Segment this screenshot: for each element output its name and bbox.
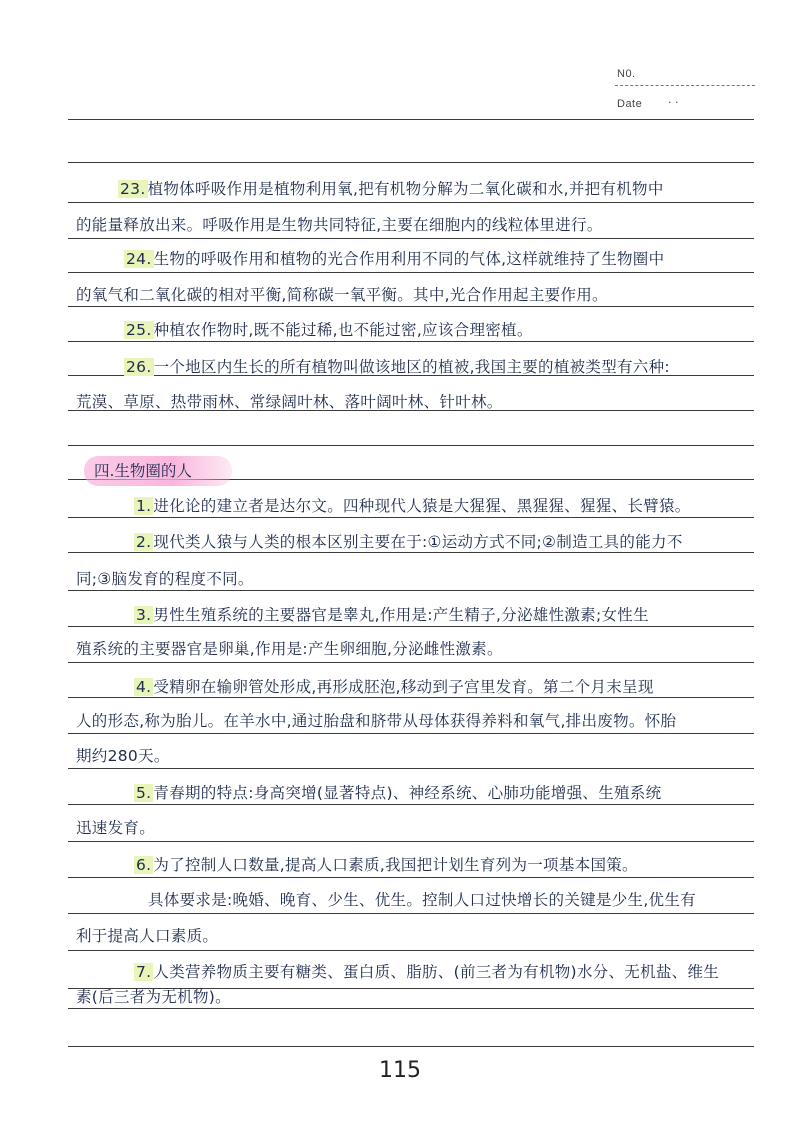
line-text: 具体要求是:晚婚、晚育、少生、优生。控制人口过快增长的关键是少生,优生有 [148, 891, 696, 909]
note-line-23 [118, 174, 664, 204]
note-line-3 [134, 600, 649, 630]
item-number: 5. [136, 784, 152, 802]
page-number: 115 [379, 1058, 421, 1083]
ruled-line [68, 445, 754, 446]
item-number: 23. [120, 180, 146, 198]
line-text: 迅速发育。 [76, 819, 156, 837]
note-line [76, 741, 170, 771]
line-text: 生物的呼吸作用和植物的光合作用利用不同的气体,这样就维持了生物圈中 [153, 250, 665, 268]
item-number: 25. [126, 321, 152, 339]
line-text: 现代类人猿与人类的根本区别主要在于:①运动方式不同;②制造工具的能力不 [153, 533, 683, 551]
note-line [76, 921, 218, 951]
line-text: 一个地区内生长的所有植物叫做该地区的植被,我国主要的植被类型有六种: [153, 358, 670, 376]
note-line-24 [124, 244, 664, 274]
note-line [76, 982, 231, 1012]
ruled-line [68, 1046, 754, 1047]
ruled-line [68, 768, 754, 769]
line-text: 男性生殖系统的主要器官是睾丸,作用是:产生精子,分泌雄性激素;女性生 [153, 606, 649, 624]
note-line [76, 387, 503, 417]
line-text: 受精卵在输卵管处形成,再形成胚泡,移动到子宫里发育。第二个月末呈现 [153, 678, 654, 696]
line-text: 期约280天。 [76, 747, 170, 765]
line-text: 种植农作物时,既不能过稀,也不能过密,应该合理密植。 [153, 321, 533, 339]
line-text: 人的形态,称为胎儿。在羊水中,通过胎盘和脐带从母体获得养料和氧气,排出废物。怀胎 [76, 712, 677, 730]
item-number: 2. [136, 533, 152, 551]
note-line-2 [134, 527, 683, 557]
item-number: 26. [126, 358, 152, 376]
note-line-25 [124, 315, 533, 345]
note-line [76, 706, 676, 736]
item-number: 4. [136, 678, 152, 696]
item-number: 7. [136, 963, 152, 981]
line-text: 为了控制人口数量,提高人口素质,我国把计划生育列为一项基本国策。 [153, 856, 638, 874]
note-line-6 [134, 850, 638, 880]
line-text: 素(后三者为无机物)。 [76, 988, 231, 1006]
line-text: 利于提高人口素质。 [76, 927, 219, 945]
section-title-highlighted: 四.生物圈的人 [84, 456, 232, 486]
note-line [76, 634, 503, 664]
ruled-line [68, 162, 754, 163]
line-text: 青春期的特点:身高突增(显著特点)、神经系统、心肺功能增强、生殖系统 [153, 784, 662, 802]
line-text: 植物体呼吸作用是植物利用氧,把有机物分解为二氧化碳和水,并把有机物中 [147, 180, 664, 198]
date-label: Date [617, 98, 643, 110]
number-label: N0. [617, 68, 636, 80]
number-field-dotted-line [615, 85, 755, 86]
ruled-line [68, 841, 754, 842]
line-text: 进化论的建立者是达尔文。四种现代人猿是大猩猩、黑猩猩、猩猩、长臂猿。 [153, 497, 691, 515]
line-text: 同;③脑发育的程度不同。 [76, 570, 254, 588]
note-line [148, 885, 696, 915]
note-line [76, 564, 254, 594]
note-line [76, 813, 155, 843]
line-text: 荒漠、草原、热带雨林、常绿阔叶林、落叶阔叶林、针叶林。 [76, 393, 503, 411]
item-number: 24. [126, 250, 152, 268]
line-text: 人类营养物质主要有糖类、蛋白质、脂肪、(前三者为有机物)水分、无机盐、维生 [153, 963, 720, 981]
note-line [76, 280, 608, 310]
line-text: 殖系统的主要器官是卵巢,作用是:产生卵细胞,分泌雌性激素。 [76, 640, 503, 658]
note-line-4 [134, 672, 654, 702]
note-line [76, 210, 603, 240]
note-line-26 [124, 352, 670, 382]
line-text: 的氧气和二氧化碳的相对平衡,简称碳一氧平衡。其中,光合作用起主要作用。 [76, 286, 608, 304]
item-number: 6. [136, 856, 152, 874]
ruled-line [68, 119, 754, 120]
item-number: 3. [136, 606, 152, 624]
item-number: 1. [136, 497, 152, 515]
note-line-1 [134, 491, 691, 521]
line-text: 的能量释放出来。呼吸作用是生物共同特征,主要在细胞内的线粒体里进行。 [76, 216, 603, 234]
note-line-5 [134, 778, 661, 808]
date-field-dots: · · [668, 96, 679, 109]
